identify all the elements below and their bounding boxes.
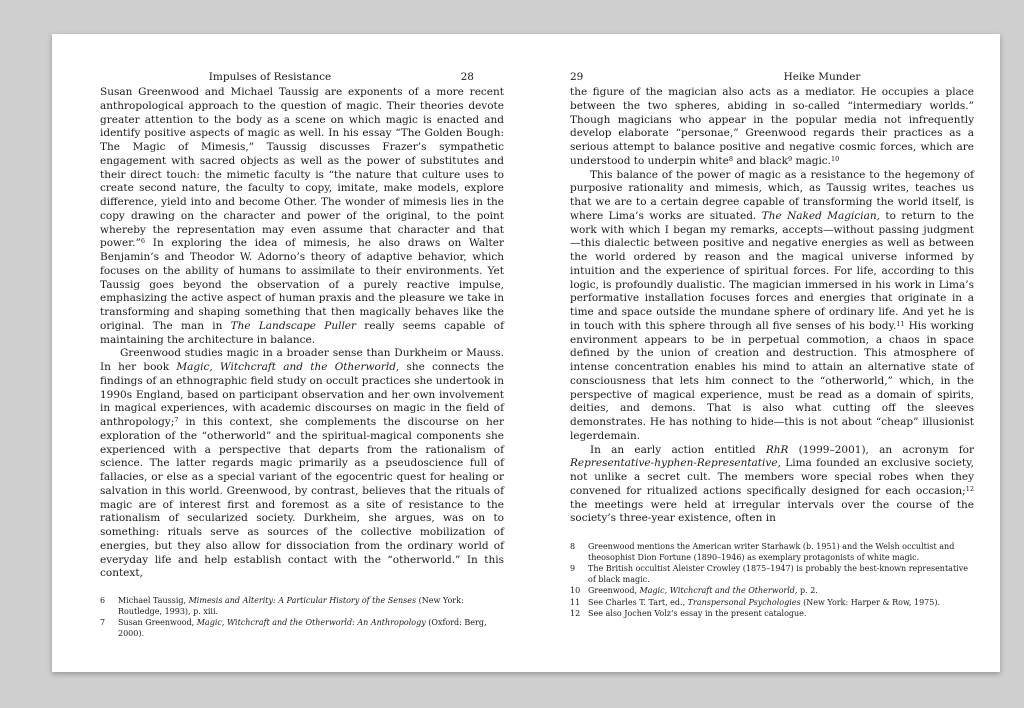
footnote-text: See also Jochen Volz’s essay in the present catalogue. [588,609,807,618]
footnote-number: 11 [570,597,581,607]
running-header [570,70,974,84]
footnote-number: 6 [100,596,106,605]
footnote [570,586,974,597]
book-spread [52,34,1000,672]
paragraph: Greenwood studies magic in a broader sense than Durkheim or Mauss. In her book Magic, Witchcraft and the Otherworld, she connects the findings of an ethnographic field study on occult practices she undertook in 1990s England, based on participant observation and her own involvement in magical experiences, with academic discourses on magic in the field of anthropology;$^7$ in this context, she complements the discourse on her exploration of the “otherworld” and the spiritual-magical components she experienced with a perspective that departs from the rationalism of science. The latter regards magic primarily as a pseudoscience full of fallacies, or else as a special variant of the egocentric quest for healing or salvation in this world. Greenwood, by contrast, believes that the rituals of magic are of interest first and foremost as a site of resistance to the rationalism of secularized society. Durkheim, she argues, was on to something: rituals serve as sources of the collective mobilization of energies, but they also allow for dissociation from the ordinary world of everyday life and help establish contact with the “otherworld.” In this context, [100,347,504,580]
footnote-text: Susan Greenwood, Magic, Witchcraft and the Otherworld: An Anthropology (Oxford: Berg, 2000). [118,618,487,638]
footnote-ref: 10 [831,154,840,163]
italic-title: Transpersonal Psychologies [687,597,801,607]
italic-title: Mimesis and Alterity: A Particular History of the Senses [188,596,417,605]
footnote-ref: 9 [788,154,793,163]
footnote [100,596,504,617]
footnote [570,564,974,585]
paragraph: Susan Greenwood and Michael Taussig are exponents of a more recent anthropological approach to the question of magic. Their theories devote greater attention to the body as a scene on which magic is enacted and identify positive aspects of magic as well. In his essay “The Golden Bough: The Magic of Mimesis,” Taussig discusses Frazer’s sympathetic engagement with sacred objects as well as the power of substitutes and their direct touch: the mimetic faculty is “the nature that culture uses to create second nature, the faculty to copy, imitate, make models, explore difference, yield into and become Other. The wonder of mimesis lies in the copy drawing on the character and power of the original, to the point whereby the representation may even assume that character and that power.”$^6$ In exploring the idea of mimesis, he also draws on Walter Benjamin’s and Theodor W. Adorno’s theory of adaptive behavior, which focuses on the ability of humans to assimilate to their environments. Yet Taussig goes beyond the observation of a purely reactive impulse, emphasizing the active aspect of human praxis and the pleasure we take in transforming and shaping something that then magically behaves like the original. The man in The Landscape Puller really seems capable of maintaining the architecture in balance. [100,86,504,346]
footnote-ref: 7 [174,416,179,424]
footnote-text: Greenwood, Magic, Witchcraft and the Otherworld, p. 2. [588,586,818,595]
running-title: Heike Munder [783,71,861,83]
footnote-text: Greenwood mentions the American writer Starhawk (b. 1951) and the Welsh occultist and theosophist Dion Fortune (1890–1946) as exemplary protagonists of white magic. [588,542,955,562]
footnote-number: 12 [570,609,581,618]
footnote [570,598,974,609]
footnote [570,609,974,620]
footnote [100,618,504,639]
footnote-number: 10 [570,586,581,595]
italic-title: Representative-hyphen-Representative, [570,457,781,470]
footnote-text: Michael Taussig, Mimesis and Alterity: A Particular History of the Senses (New York: Routledge, 1993), p. xiii. [118,596,464,616]
left-page [100,34,504,672]
italic-title: Magic, Witchcraft and the Otherworld, [176,361,400,373]
footnote-number: 9 [570,564,576,573]
body-text [100,86,504,581]
paragraph: This balance of the power of magic as a resistance to the hegemony of purposive rationality and mimesis, which, as Taussig writes, teaches us that we are to a certain degree capable of transforming the world itself, is where Lima’s works are situated. The Naked Magician, to return to the work with which I began my remarks, accepts—without passing judgment—this dialectic between positive and negative energies as well as between the world ordered by reason and the magical universe informed by intuition and the experience of spiritual forces. For life, according to this logic, is profoundly dualistic. The magician immersed in his work in Lima’s performative installation focuses forces and energies that originate in a time and space outside the mundane sphere of ordinary life. And yet he is in touch with this sphere through all five senses of his body.$^{11}$ His working environment appears to be in perpetual commotion, a chaos in space defined by the union of creation and destruction. This atmosphere of intense concentration enables his mind to attain an alternative state of consciousness that lets him connect to the “otherworld,” which, in the perspective of magical experience, must be read as a domain of spirits, deities, and demons. That is also what cutting off the sleeves demonstrates. He has nothing to hide—this is not about “cheap” illusionist legerdemain. [570,168,974,442]
paragraph: In an early action entitled RhR (1999–2001), an acronym for Representative-hyphen-Representative, Lima founded an exclusive society, not unlike a secret cult. The members wore special robes when they convened for ritualized actions specifically designed for each occasion;$^{12}$ the meetings were held at irregular intervals over the course of the society’s three-year existence, often in [570,443,974,525]
page-number: 29 [570,71,584,83]
footnote-text: See Charles T. Tart, ed., Transpersonal Psychologies (New York: Harper & Row, 1975). [588,597,940,607]
running-header [100,70,504,84]
body-text [570,86,974,526]
footnotes [100,596,504,640]
footnote-text: The British occultist Aleister Crowley (1875–1947) is probably the best-known representative of black magic. [588,564,968,584]
footnote [570,542,974,563]
footnote-ref: 8 [728,154,734,163]
running-title: Impulses of Resistance [208,71,332,83]
italic-title: Magic, Witchcraft and the Otherworld: An Anthropology [196,618,426,627]
right-page [570,34,974,672]
italic-title: RhR [765,443,789,456]
footnote-ref: 11 [896,319,905,328]
footnote-ref: 12 [965,484,974,493]
footnote-number: 8 [570,542,576,551]
italic-title: The Naked Magician, [761,209,880,222]
italic-title: Magic, Witchcraft and the Otherworld, [639,586,798,595]
footnote-number: 7 [100,618,106,627]
page-number: 28 [460,71,474,83]
italic-title: The Landscape Puller [230,319,357,332]
footnote-ref: 6 [140,237,145,246]
footnotes [570,542,974,621]
paragraph: the figure of the magician also acts as a mediator. He occupies a place between the two spheres, abiding in so-called “intermediary worlds.” Though magicians who appear in the popular media not infrequently develop elaborate “personae,” Greenwood regards their practices as a serious attempt to balance positive and negative cosmic forces, which are understood to underpin white$^8$ and black$^9$ magic.$^{10}$ [570,86,974,167]
